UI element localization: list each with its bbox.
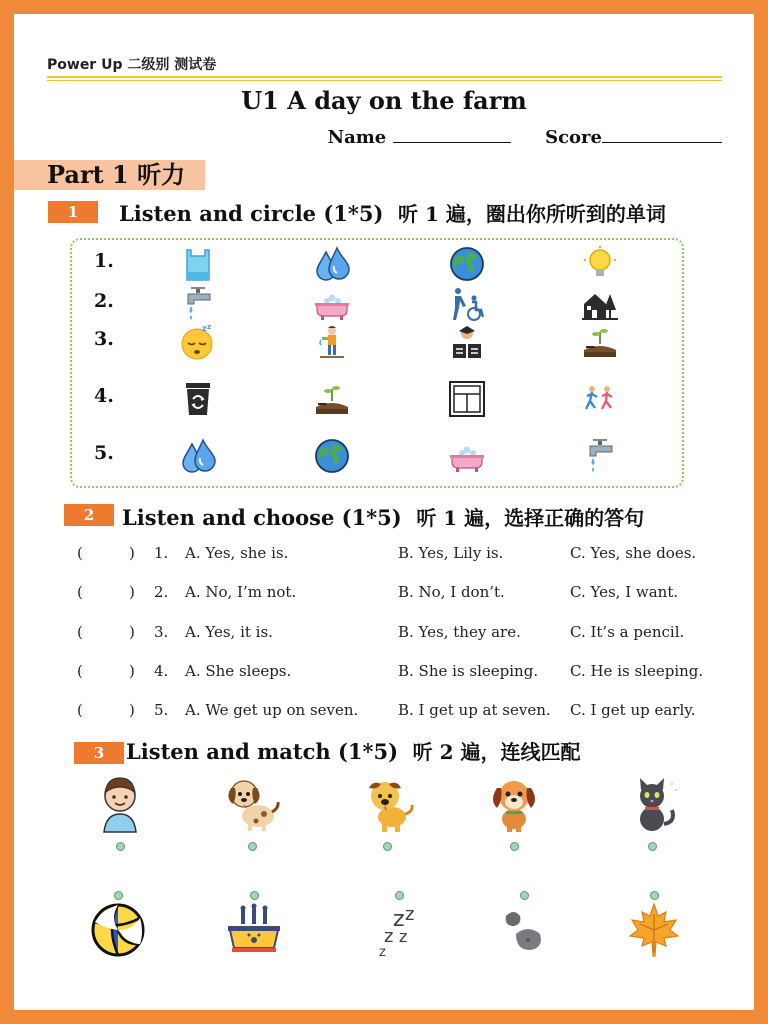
bathtub-icon[interactable] (447, 436, 487, 476)
name-label: Name (327, 127, 387, 148)
brown-dog-icon (484, 774, 544, 834)
page-title: U1 A day on the farm (241, 86, 527, 115)
answer-paren-close: ) (129, 662, 135, 680)
sleeping-face-icon[interactable] (178, 322, 218, 362)
series-header: Power Up 二级别 测试卷 (47, 57, 217, 73)
zzz-icon (369, 900, 429, 960)
name-score-line (328, 126, 722, 148)
plastic-bag-icon[interactable] (178, 244, 218, 284)
recycle-bin-icon[interactable] (178, 379, 218, 419)
match-dot-top[interactable] (248, 842, 257, 851)
option-c[interactable]: C. Yes, I want. (570, 583, 679, 601)
match-dot-bottom[interactable] (395, 891, 404, 900)
option-c[interactable]: C. It’s a pencil. (570, 623, 685, 641)
answer-paren-close: ) (129, 544, 135, 562)
match-dot-top[interactable] (383, 842, 392, 851)
section2-instruction: 听 1 遍，选择正确的答句 (416, 506, 645, 530)
home-tree-icon[interactable] (580, 284, 620, 324)
earth-icon[interactable] (312, 436, 352, 476)
circle-row-number: 3. (94, 328, 114, 350)
match-dot-bottom[interactable] (114, 891, 123, 900)
planting-icon[interactable] (580, 322, 620, 362)
section2-heading (122, 502, 644, 531)
tap-icon[interactable] (580, 436, 620, 476)
section1-number: 1 (48, 201, 98, 223)
answer-paren-open[interactable]: ( (77, 701, 83, 719)
water-drop-icon[interactable] (178, 436, 218, 476)
part1-heading: Part 1 听力 (14, 160, 205, 190)
score-label: Score (545, 127, 602, 148)
option-b[interactable]: B. Yes, they are. (398, 623, 521, 641)
volleyball-icon (88, 900, 148, 960)
option-b[interactable]: B. Yes, Lily is. (398, 544, 504, 562)
option-c[interactable]: C. I get up early. (570, 701, 696, 719)
circle-row-number: 4. (94, 385, 114, 407)
section3-number: 3 (74, 742, 124, 764)
svg-text:z: z (379, 945, 386, 960)
circle-row-number: 1. (94, 250, 114, 272)
planting-icon[interactable] (312, 379, 352, 419)
question-number: 4. (154, 662, 169, 680)
section1-title: Listen and circle (1*5) (119, 201, 384, 226)
score-blank[interactable] (602, 126, 722, 143)
svg-text:z: z (399, 927, 408, 946)
maple-leaf-icon (624, 900, 684, 960)
header-rule-thin (47, 80, 722, 81)
option-c[interactable]: C. Yes, she does. (570, 544, 697, 562)
option-b[interactable]: B. She is sleeping. (398, 662, 539, 680)
match-dot-bottom[interactable] (520, 891, 529, 900)
black-cat-icon (622, 774, 682, 834)
option-a[interactable]: A. No, I’m not. (185, 583, 297, 601)
option-a[interactable]: A. She sleeps. (185, 662, 292, 680)
svg-text:z: z (384, 926, 394, 947)
option-b[interactable]: B. No, I don’t. (398, 583, 505, 601)
section3-title: Listen and match (1*5) (126, 739, 399, 764)
header-rule (47, 76, 722, 78)
answer-paren-close: ) (129, 583, 135, 601)
boy-icon (90, 774, 150, 834)
svg-text:z: z (207, 323, 212, 331)
window-icon[interactable] (447, 379, 487, 419)
bathtub-icon[interactable] (312, 284, 352, 324)
section1-heading (119, 198, 666, 227)
match-dot-top[interactable] (116, 842, 125, 851)
name-blank[interactable] (393, 126, 511, 143)
tap-icon[interactable] (178, 284, 218, 324)
option-b[interactable]: B. I get up at seven. (398, 701, 551, 719)
section2-number: 2 (64, 504, 114, 526)
question-number: 1. (154, 544, 169, 562)
answer-paren-open[interactable]: ( (77, 544, 83, 562)
section3-heading (126, 736, 581, 765)
yellow-dog-icon (357, 774, 417, 834)
section3-instruction: 听 2 遍，连线匹配 (412, 740, 581, 764)
match-dot-top[interactable] (510, 842, 519, 851)
answer-paren-close: ) (129, 623, 135, 641)
match-dot-bottom[interactable] (250, 891, 259, 900)
circle-row-number: 2. (94, 290, 114, 312)
section2-title: Listen and choose (1*5) (122, 505, 402, 530)
svg-text:z: z (202, 324, 207, 333)
option-c[interactable]: C. He is sleeping. (570, 662, 704, 680)
question-number: 2. (154, 583, 169, 601)
boy-watering-icon[interactable] (312, 322, 352, 362)
light-bulb-icon[interactable] (580, 244, 620, 284)
question-number: 5. (154, 701, 169, 719)
answer-paren-close: ) (129, 701, 135, 719)
svg-text:z: z (405, 904, 415, 925)
spotted-dog-icon (222, 774, 282, 834)
match-dot-bottom[interactable] (650, 891, 659, 900)
option-a[interactable]: A. Yes, she is. (185, 544, 289, 562)
option-a[interactable]: A. We get up on seven. (185, 701, 359, 719)
section1-instruction: 听 1 遍，圈出你所听到的单词 (398, 202, 666, 226)
answer-paren-open[interactable]: ( (77, 623, 83, 641)
worksheet-page (14, 14, 754, 1010)
studying-student-icon[interactable] (447, 322, 487, 362)
answer-paren-open[interactable]: ( (77, 583, 83, 601)
water-drop-icon[interactable] (312, 244, 352, 284)
circle-row-number: 5. (94, 442, 114, 464)
svg-text:z: z (393, 907, 405, 932)
question-number: 3. (154, 623, 169, 641)
match-dot-top[interactable] (648, 842, 657, 851)
help-wheelchair-icon[interactable] (447, 284, 487, 324)
option-a[interactable]: A. Yes, it is. (185, 623, 273, 641)
answer-paren-open[interactable]: ( (77, 662, 83, 680)
earth-icon[interactable] (447, 244, 487, 284)
rocks-icon (494, 900, 554, 960)
dog-food-bowl-icon (224, 900, 284, 960)
running-kids-icon[interactable] (580, 379, 620, 419)
